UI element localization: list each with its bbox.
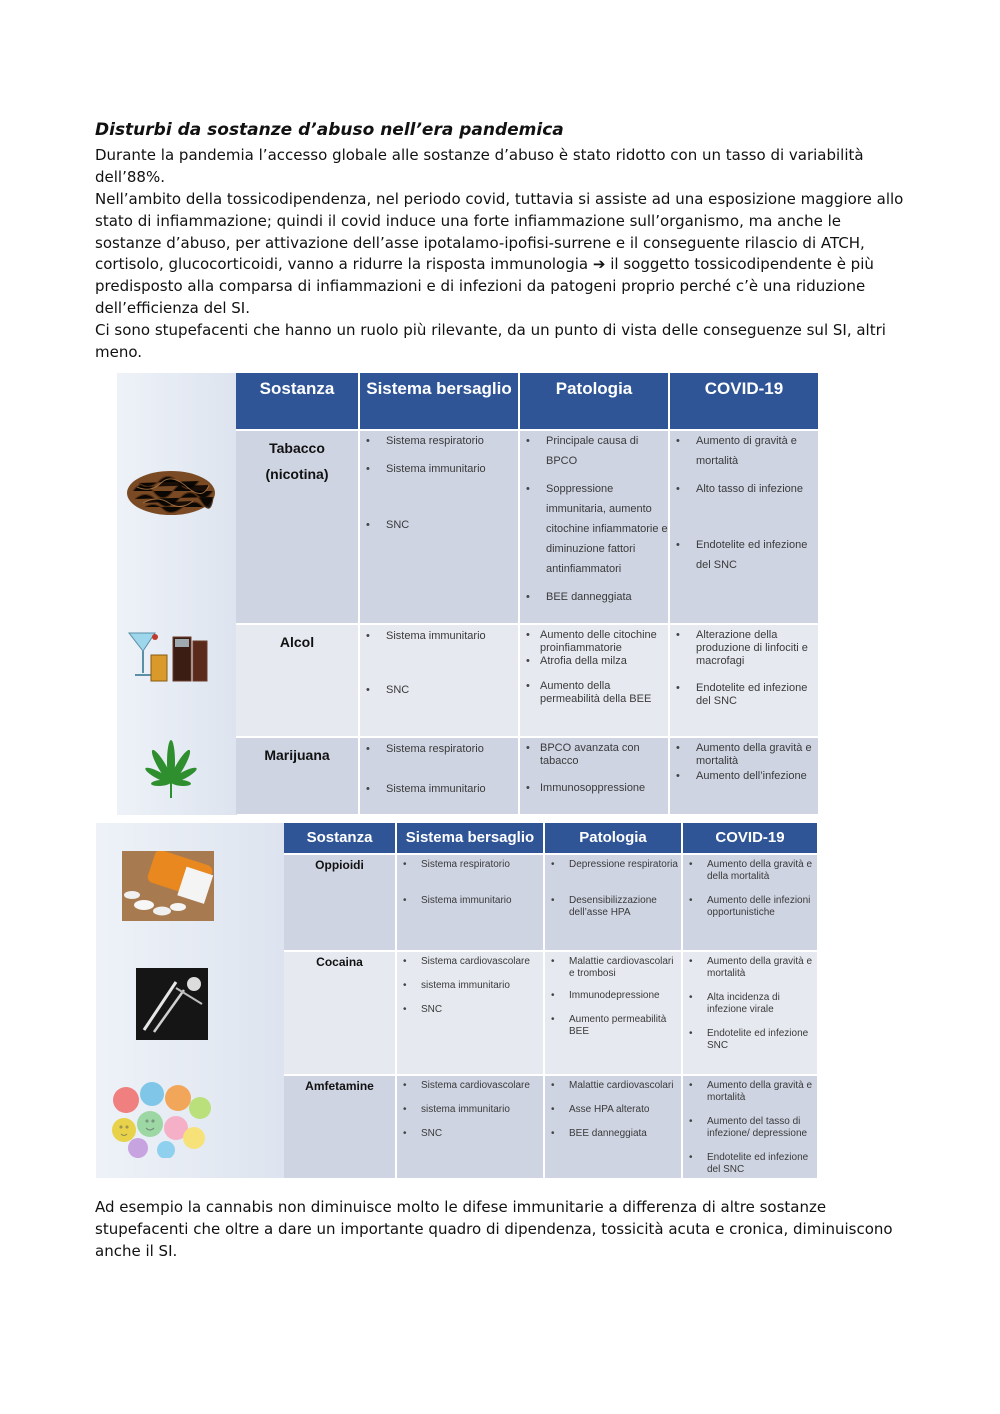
list-item: • sistema immunitario: [397, 1104, 543, 1116]
substances-table-2: [96, 823, 818, 1178]
list-item: • BPCO avanzata con tabacco: [520, 742, 668, 768]
table2-grid: [284, 823, 818, 1178]
cocaine-lines-image: [136, 968, 208, 1040]
substance-name: Amfetamine: [284, 1075, 396, 1178]
substances-table-1: [117, 373, 819, 815]
list-item: • Aumento della gravità e mortalità: [683, 1080, 817, 1104]
list-item: • Aumento della gravità e della mortalità: [683, 859, 817, 883]
patologia-cell: [544, 854, 682, 951]
list-item: • Immunodepressione: [545, 990, 681, 1002]
list-item: • Sistema cardiovascolare: [397, 1080, 543, 1092]
alcohol-image: [125, 627, 209, 689]
table-row: [284, 951, 818, 1075]
covid-cell: [682, 951, 818, 1075]
table2-header-patologia: Patologia: [544, 823, 682, 854]
table1-header-covid: COVID-19: [669, 373, 819, 430]
table2-header-covid: COVID-19: [682, 823, 818, 854]
list-item: • Atrofia della milza: [520, 655, 668, 668]
table2-header-sistema: Sistema bersaglio: [396, 823, 544, 854]
list-item: • BEE danneggiata: [520, 587, 668, 607]
list-item: • BEE danneggiata: [545, 1128, 681, 1140]
arrow-icon: ➔: [592, 255, 606, 274]
patologia-cell: [519, 737, 669, 814]
substance-name: Cocaina: [284, 951, 396, 1075]
list-item: • Depressione respiratoria: [545, 859, 681, 871]
table-row: [236, 737, 819, 814]
ecstasy-tablets-image: [106, 1078, 212, 1158]
intro-paragraph-2-before: Nell’ambito della tossicodipendenza, nel periodo covid, tuttavia si assiste ad una esposizione maggiore allo stato di infiammazione; quindi il covid induce una forte infiammazione sull’organismo, ma anche le sostanze d’abuso, per attivazione dell’asse ipotalamo-ipofisi-surrene e il conseguente rilascio di ATCH, cortisolo, glucocorticoidi, vanno a ridurre la risposta immunologia: [95, 190, 904, 274]
list-item: • Sistema cardiovascolare: [397, 956, 543, 968]
list-item: • Aumento della gravità e mortalità: [683, 956, 817, 980]
list-item: • Sistema immunitario: [360, 459, 518, 479]
list-item: • Endotelite ed infezione del SNC: [670, 535, 818, 575]
list-item: • Alterazione della produzione di linfociti e macrofagi: [670, 629, 818, 668]
list-item: • Sistema immunitario: [360, 782, 518, 796]
list-item: • Desensibilizzazione dell’asse HPA: [545, 895, 681, 919]
covid-cell: [669, 624, 819, 737]
list-item: • sistema immunitario: [397, 980, 543, 992]
intro-paragraph-2-after: il soggetto tossicodipendente è più predisposto alla comparsa di infiammazioni e di infezioni da patogeni proprio perché c’è una riduzione dell’efficienza del SI.: [95, 255, 874, 317]
list-item: • SNC: [360, 515, 518, 535]
list-item: • Endotelite ed infezione SNC: [683, 1028, 817, 1052]
table-row: [236, 624, 819, 737]
sistema-cell: [359, 430, 519, 624]
patologia-cell: [544, 951, 682, 1075]
list-item: • Aumento delle citochine proinfiammatorie: [520, 629, 668, 655]
document-title: Disturbi da sostanze d’abuso nell’era pandemica: [95, 120, 564, 140]
list-item: • Asse HPA alterato: [545, 1104, 681, 1116]
sistema-cell: [396, 951, 544, 1075]
list-item: • SNC: [397, 1004, 543, 1016]
list-item: • Aumento permeabilità BEE: [545, 1014, 681, 1038]
table-row: [284, 854, 818, 951]
patologia-cell: [519, 430, 669, 624]
covid-cell: [669, 430, 819, 624]
sistema-cell: [359, 624, 519, 737]
list-item: • Aumento del tasso di infezione/ depressione: [683, 1116, 817, 1140]
list-item: • Aumento della gravità e mortalità: [670, 742, 818, 768]
table1-header-patologia: Patologia: [519, 373, 669, 430]
patologia-cell: [519, 624, 669, 737]
table-row: [284, 1075, 818, 1178]
list-item: • Immunosoppressione: [520, 782, 668, 795]
sistema-cell: [396, 1075, 544, 1178]
list-item: • Alto tasso di infezione: [670, 479, 818, 499]
list-item: • Soppressione immunitaria, aumento citochine infiammatorie e diminuzione fattori antinfiammatori: [520, 479, 668, 579]
list-item: • Sistema immunitario: [397, 895, 543, 907]
list-item: • Alta incidenza di infezione virale: [683, 992, 817, 1016]
list-item: • Principale causa di BPCO: [520, 431, 668, 471]
list-item: • Aumento di gravità e mortalità: [670, 431, 818, 471]
list-item: • Aumento della permeabilità della BEE: [520, 680, 668, 706]
list-item: • Sistema immunitario: [360, 629, 518, 643]
substance-name: Alcol: [236, 624, 359, 737]
pills-image: [122, 851, 214, 921]
list-item: • Malattie cardiovascolari e trombosi: [545, 956, 681, 980]
list-item: • Sistema respiratorio: [397, 859, 543, 871]
sistema-cell: [359, 737, 519, 814]
substance-name: Marijuana: [236, 737, 359, 814]
table2-header-sostanza: Sostanza: [284, 823, 396, 854]
covid-cell: [682, 1075, 818, 1178]
conclusion-paragraph: Ad esempio la cannabis non diminuisce molto le difese immunitarie a differenza di altre sostanze stupefacenti che oltre a dare un importante quadro di dipendenza, tossicità acuta e cronica, diminuiscono anche il SI.: [95, 1198, 893, 1260]
table1-header-sostanza: Sostanza: [236, 373, 359, 430]
list-item: • Endotelite ed infezione del SNC: [670, 682, 818, 708]
list-item: • Aumento delle infezioni opportunistiche: [683, 895, 817, 919]
list-item: • SNC: [360, 683, 518, 697]
list-item: • Sistema respiratorio: [360, 742, 518, 756]
list-item: • SNC: [397, 1128, 543, 1140]
tobacco-image: [125, 461, 217, 521]
intro-paragraph-2: [95, 189, 910, 320]
table1-header-sistema: Sistema bersaglio: [359, 373, 519, 430]
sistema-cell: [396, 854, 544, 951]
patologia-cell: [544, 1075, 682, 1178]
substance-name: Tabacco (nicotina): [236, 430, 359, 624]
table-row: [236, 430, 819, 624]
covid-cell: [669, 737, 819, 814]
substance-name: Oppioidi: [284, 854, 396, 951]
list-item: • Malattie cardiovascolari: [545, 1080, 681, 1092]
table1-grid: [236, 373, 819, 814]
list-item: • Endotelite ed infezione del SNC: [683, 1152, 817, 1176]
covid-cell: [682, 854, 818, 951]
list-item: • Sistema respiratorio: [360, 431, 518, 451]
intro-paragraph-1: Durante la pandemia l’accesso globale alle sostanze d’abuso è stato ridotto con un tasso di variabilità dell’88%.: [95, 146, 864, 186]
list-item: • Aumento dell’infezione: [670, 770, 818, 783]
intro-paragraph-3: Ci sono stupefacenti che hanno un ruolo più rilevante, da un punto di vista delle conseguenze sul SI, altri meno.: [95, 321, 886, 361]
cannabis-leaf-image: [137, 738, 205, 800]
